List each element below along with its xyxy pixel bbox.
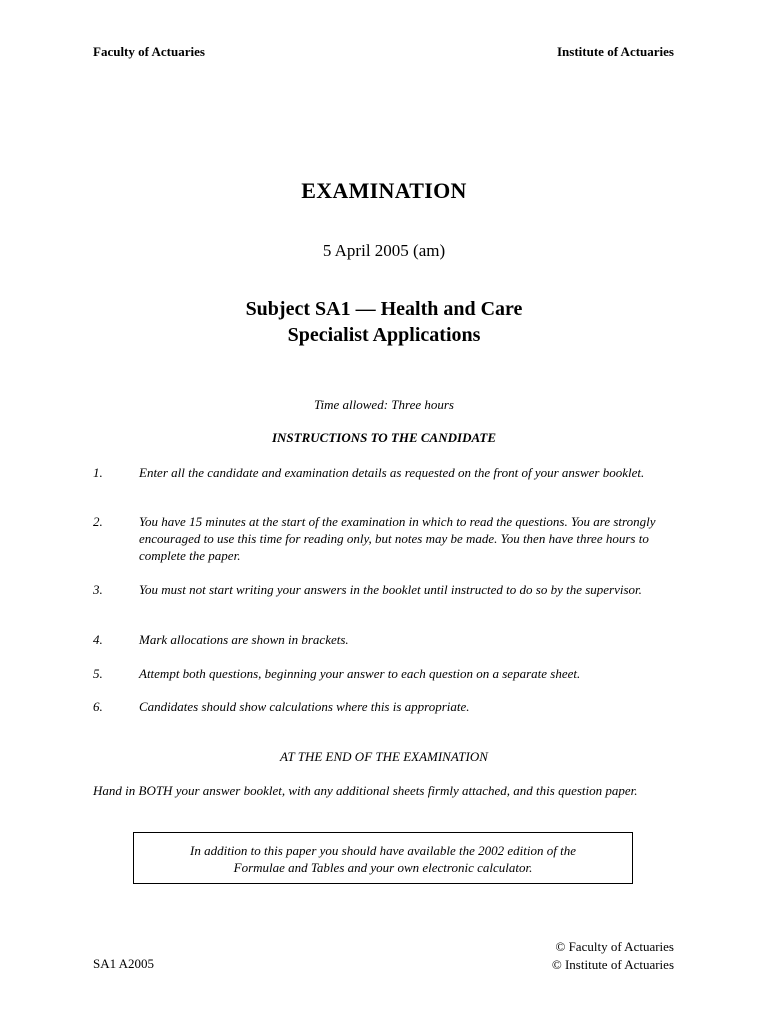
instruction-number: 6. xyxy=(93,699,103,714)
subject-line-1: Subject SA1 — Health and Care xyxy=(245,298,523,320)
instruction-number: 5. xyxy=(93,666,103,681)
instruction-text: Attempt both questions, beginning your answer to each question on a separate sheet. xyxy=(139,666,581,681)
notice-line-1: In addition to this paper you should have available the 2002 edition of the xyxy=(190,843,576,858)
header-institute: Institute of Actuaries xyxy=(557,44,674,59)
hand-in-instruction: Hand in BOTH your answer booklet, with any additional sheets firmly attached, and this question paper. xyxy=(93,783,638,798)
instruction-item xyxy=(93,581,683,598)
instruction-text: You have 15 minutes at the start of the examination in which to read the questions. You are strongly encouraged to use this time for reading only, but notes may be made. You then have three hours to complete the paper. xyxy=(139,514,656,563)
header-faculty: Faculty of Actuaries xyxy=(93,44,205,59)
subject-line-2: Specialist Applications xyxy=(287,324,481,346)
instruction-text: Enter all the candidate and examination details as requested on the front of your answer booklet. xyxy=(139,465,645,480)
instruction-number: 4. xyxy=(93,632,103,647)
page-title: EXAMINATION xyxy=(301,178,467,203)
instruction-number: 3. xyxy=(93,582,103,597)
instruction-item xyxy=(93,698,683,715)
materials-notice-box xyxy=(133,832,633,884)
instructions-heading: INSTRUCTIONS TO THE CANDIDATE xyxy=(271,430,497,445)
instruction-text: Candidates should show calculations where this is appropriate. xyxy=(139,699,470,714)
end-of-exam-heading: AT THE END OF THE EXAMINATION xyxy=(280,749,488,764)
instruction-item xyxy=(93,665,683,682)
copyright-faculty: © Faculty of Actuaries xyxy=(555,939,674,954)
instruction-item xyxy=(93,513,683,564)
copyright-block xyxy=(552,938,674,974)
copyright-institute: © Institute of Actuaries xyxy=(551,957,674,972)
instruction-number: 2. xyxy=(93,514,103,529)
instruction-text: Mark allocations are shown in brackets. xyxy=(139,632,349,647)
instruction-item xyxy=(93,631,683,648)
subject-title xyxy=(0,296,768,348)
instruction-text: You must not start writing your answers in the booklet until instructed to do so by the supervisor. xyxy=(139,582,642,597)
notice-line-2: Formulae and Tables and your own electronic calculator. xyxy=(233,860,533,875)
instruction-number: 1. xyxy=(93,465,103,480)
instruction-item xyxy=(93,464,683,481)
paper-code: SA1 A2005 xyxy=(93,956,155,971)
exam-date: 5 April 2005 (am) xyxy=(322,241,446,260)
time-allowed: Time allowed: Three hours xyxy=(314,397,454,412)
